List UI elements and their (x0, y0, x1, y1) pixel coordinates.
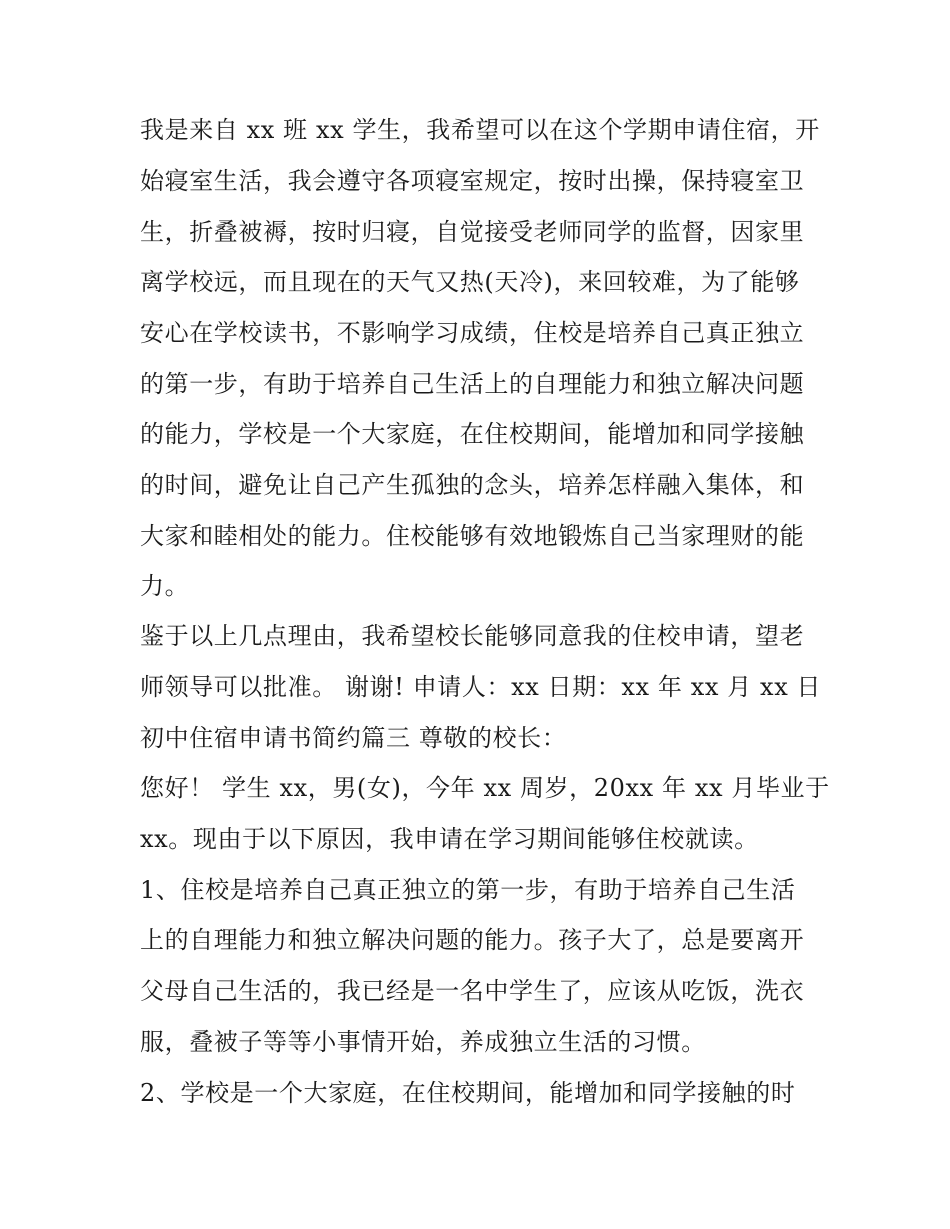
section-heading: 初中住宿申请书简约篇三 尊敬的校长： (140, 724, 567, 752)
text-line: 始寝室生活，我会遵守各项寝室规定，按时出操，保持寝室卫 (140, 167, 805, 195)
text-line: 您好！ 学生 xx，男(女)，今年 xx 周岁，20xx 年 xx 月毕业于 (140, 774, 830, 802)
text-line: 的能力，学校是一个大家庭，在住校期间，能增加和同学接触 (140, 420, 805, 448)
text-line: 上的自理能力和独立解决问题的能力。孩子大了，总是要离开 (140, 926, 805, 954)
text-line: 安心在学校读书，不影响学习成绩，住校是培养自己真正独立 (140, 319, 805, 347)
text-line: 师领导可以批准。 谢谢! 申请人：xx 日期：xx 年 xx 月 xx 日 (140, 673, 822, 701)
text-line: 我是来自 xx 班 xx 学生，我希望可以在这个学期申请住宿，开 (140, 116, 820, 144)
text-line: xx。现由于以下原因，我申请在学习期间能够住校就读。 (140, 825, 759, 853)
list-item-1: 1、住校是培养自己真正独立的第一步，有助于培养自己生活 (140, 876, 796, 904)
text-line: 生，折叠被褥，按时归寝，自觉接受老师同学的监督，因家里 (140, 218, 805, 246)
text-line: 大家和睦相处的能力。住校能够有效地锻炼自己当家理财的能 (140, 522, 805, 550)
text-line: 离学校远，而且现在的天气又热(天冷)，来回较难，为了能够 (140, 268, 800, 296)
text-line: 的第一步，有助于培养自己生活上的自理能力和独立解决问题 (140, 370, 805, 398)
text-line: 的时间，避免让自己产生孤独的念头，培养怎样融入集体，和 (140, 471, 805, 499)
text-line: 力。 (140, 572, 190, 600)
text-line: 鉴于以上几点理由，我希望校长能够同意我的住校申请，望老 (140, 622, 805, 650)
text-line: 父母自己生活的，我已经是一名中学生了，应该从吃饭，洗衣 (140, 977, 805, 1005)
list-item-2: 2、学校是一个大家庭，在住校期间，能增加和同学接触的时 (140, 1079, 796, 1107)
text-line: 服，叠被子等等小事情开始，养成独立生活的习惯。 (140, 1028, 706, 1056)
